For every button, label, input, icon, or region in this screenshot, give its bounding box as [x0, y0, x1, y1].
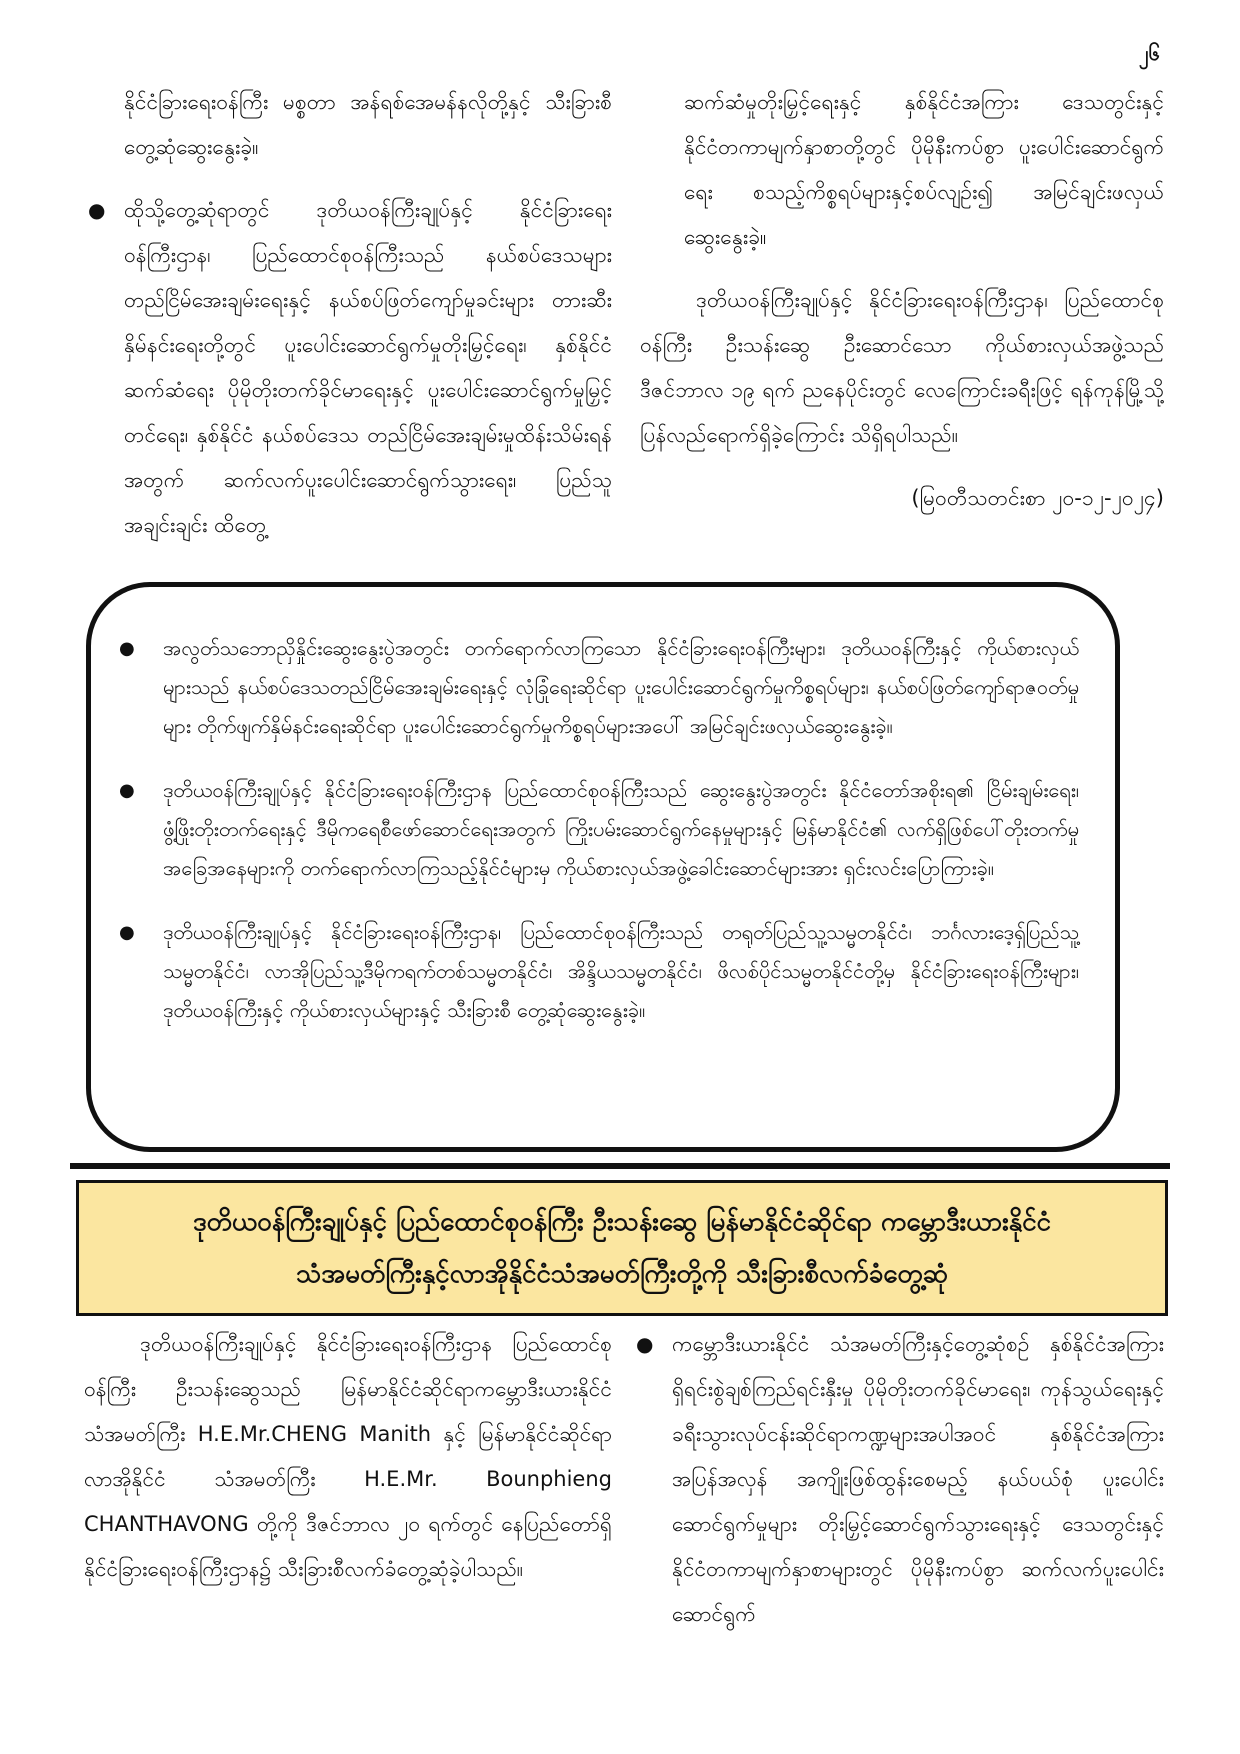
continuation-paragraph: ဆက်ဆံမှုတိုးမြှင့်ရေးနှင့် နှစ်နိုင်ငံအကြား ဒေသတွင်းနှင့် နိုင်ငံတကာမျက်နှာစာတို့တွင် ပိုမိုနီးကပ်စွာ ပူးပေါင်းဆောင်ရွက်ရေး စသည့်ကိစ္စရပ်များနှင့်စပ်လျဉ်း၍ အမြင်ချင်းဖလှယ် ဆွေးနွေးခဲ့။ [684, 90, 1164, 249]
bullet-icon: ● [636, 1332, 654, 1356]
bullet-text: ထိုသို့တွေ့ဆုံရာတွင် ဒုတိယဝန်ကြီးချုပ်နှင့် နိုင်ငံခြားရေးဝန်ကြီးဌာန၊ ပြည်ထောင်စုဝန်ကြီးသည် နယ်စပ်ဒေသများ တည်ငြိမ်အေးချမ်းရေးနှင့် နယ်စပ်ဖြတ်ကျော်မှုခင်းများ တားဆီးနှိမ်နင်းရေးတို့တွင် ပူးပေါင်းဆောင်ရွက်မှုတိုးမြှင့်ရေး၊ နှစ်နိုင်ငံဆက်ဆံရေး ပိုမိုတိုးတက်ခိုင်မာရေးနှင့် ပူးပေါင်းဆောင်ရွက်မှုမြှင့်တင်ရေး၊ နှစ်နိုင်ငံ နယ်စပ်ဒေသ တည်ငြိမ်အေးချမ်းမှုထိန်းသိမ်းရန်အတွက် ဆက်လက်ပူးပေါင်းဆောင်ရွက်သွားရေး၊ ပြည်သူအချင်းချင်း ထိတွေ့ [124, 198, 612, 537]
top-left-column [88, 80, 612, 566]
highlight-text: ဒုတိယဝန်ကြီးချုပ်နှင့် နိုင်ငံခြားရေးဝန်ကြီးဌာန ပြည်ထောင်စုဝန်ကြီးသည် ဆွေးနွေးပွဲအတွင်း နိုင်ငံတော်အစိုးရ၏ ငြိမ်းချမ်းရေး၊ ဖွံ့ဖြိုးတိုးတက်ရေးနှင့် ဒီမိုကရေစီဖော်ဆောင်ရေးအတွက် ကြိုးပမ်းဆောင်ရွက်နေမှုများနှင့် မြန်မာနိုင်ငံ၏ လက်ရှိဖြစ်ပေါ်တိုးတက်မှုအခြေအနေများကို တက်ရောက်လာကြသည့်နိုင်ငံများမှ ကိုယ်စားလှယ်အဖွဲ့ခေါင်းဆောင်များအား ရှင်းလင်းပြောကြားခဲ့။ [163, 778, 1079, 880]
section-divider [70, 1163, 1170, 1169]
highlight-text: ဒုတိယဝန်ကြီးချုပ်နှင့် နိုင်ငံခြားရေးဝန်ကြီးဌာန၊ ပြည်ထောင်စုဝန်ကြီးသည် တရုတ်ပြည်သူ့သမ္မတနိုင်ငံ၊ ဘင်္ဂလားဒေ့ရှ်ပြည်သူ့သမ္မတနိုင်ငံ၊ လာအိုပြည်သူ့ဒီမိုကရက်တစ်သမ္မတနိုင်ငံ၊ အိန္ဒိယသမ္မတနိုင်ငံ၊ ဖိလစ်ပိုင်သမ္မတနိုင်ငံတို့မှ နိုင်ငံခြားရေးဝန်ကြီးများ၊ ဒုတိယဝန်ကြီးနှင့် ကိုယ်စားလှယ်များနှင့် သီးခြားစီ တွေ့ဆုံဆွေးနွေးခဲ့။ [163, 920, 1079, 1022]
bullet-item [636, 1322, 1164, 1637]
headline-line-1: ဒုတိယဝန်ကြီးချုပ်နှင့် ပြည်ထောင်စုဝန်ကြီး ဦးသန်းဆွေ မြန်မာနိုင်ငံဆိုင်ရာ ကမ္ဘောဒီးယားနိုင်ငံ [193, 1207, 1051, 1237]
headline-box [76, 1180, 1168, 1316]
bullet-icon: ● [119, 638, 135, 659]
headline-line-2: သံအမတ်ကြီးနှင့်လာအိုနိုင်ငံသံအမတ်ကြီးတို့ကို သီးခြားစီလက်ခံတွေ့ဆုံ [296, 1259, 948, 1289]
bottom-right-column [636, 1322, 1164, 1655]
highlight-list [119, 629, 1079, 1055]
bullet-icon: ● [119, 922, 135, 943]
continuation-paragraph: နိုင်ငံခြားရေးဝန်ကြီး မစ္စတာ အန်ရစ်အေမန်နလိုတို့နှင့် သီးခြားစီ တွေ့ဆုံဆွေးနွေးခဲ့။ [124, 90, 612, 159]
headline [163, 1196, 1081, 1300]
highlight-item [119, 771, 1079, 888]
bullet-item [88, 188, 612, 548]
highlight-item [119, 629, 1079, 746]
bullet-icon: ● [88, 198, 106, 222]
page-number: ၂၆ [1138, 41, 1160, 65]
bullet-text: ကမ္ဘောဒီးယားနိုင်ငံ သံအမတ်ကြီးနှင့်တွေ့ဆုံစဉ် နှစ်နိုင်ငံအကြား ရှိရင်းစွဲချစ်ကြည်ရင်းနှီးမှု ပိုမိုတိုးတက်ခိုင်မာရေး၊ ကုန်သွယ်ရေးနှင့် ခရီးသွားလုပ်ငန်းဆိုင်ရာကဏ္ဍများအပါအဝင် နှစ်နိုင်ငံအကြား အပြန်အလှန် အကျိုးဖြစ်ထွန်းစေမည့် နယ်ပယ်စုံ ပူးပေါင်းဆောင်ရွက်မှုများ တိုးမြှင့်ဆောင်ရွက်သွားရေးနှင့် ဒေသတွင်းနှင့် နိုင်ငံတကာမျက်နှာစာများတွင် ပိုမိုနီးကပ်စွာ ဆက်လက်ပူးပေါင်းဆောင်ရွက် [672, 1332, 1164, 1626]
body-paragraph: ဒုတိယဝန်ကြီးချုပ်နှင့် နိုင်ငံခြားရေးဝန်ကြီးဌာန ပြည်ထောင်စုဝန်ကြီး ဦးသန်းဆွေသည် မြန်မာနိုင်ငံဆိုင်ရာကမ္ဘောဒီးယားနိုင်ငံ သံအမတ်ကြီး H.E.Mr.CHENG Manith နှင့် မြန်မာနိုင်ငံဆိုင်ရာလာအိုနိုင်ငံ သံအမတ်ကြီး H.E.Mr. Bounphieng CHANTHAVONG တို့ကို ဒီဇင်ဘာလ ၂၀ ရက်တွင် နေပြည်တော်ရှိ နိုင်ငံခြားရေးဝန်ကြီးဌာန၌ သီးခြားစီလက်ခံတွေ့ဆုံခဲ့ပါသည်။ [84, 1332, 612, 1581]
highlight-box [86, 582, 1120, 1152]
bullet-icon: ● [119, 780, 135, 801]
highlight-text: အလွတ်သဘောညှိနှိုင်းဆွေးနွေးပွဲအတွင်း တက်ရောက်လာကြသော နိုင်ငံခြားရေးဝန်ကြီးများ၊ ဒုတိယဝန်ကြီးနှင့် ကိုယ်စားလှယ်များသည် နယ်စပ်ဒေသတည်ငြိမ်အေးချမ်းရေးနှင့် လုံခြုံရေးဆိုင်ရာ ပူးပေါင်းဆောင်ရွက်မှုကိစ္စရပ်များ၊ နယ်စပ်ဖြတ်ကျော်ရာဇဝတ်မှုများ တိုက်ဖျက်နှိမ်နင်းရေးဆိုင်ရာ ပူးပေါင်းဆောင်ရွက်မှုကိစ္စရပ်များအပေါ် အမြင်ချင်းဖလှယ်ဆွေးနွေးခဲ့။ [163, 636, 1079, 738]
highlight-item [119, 913, 1079, 1030]
body-paragraph: ဒုတိယဝန်ကြီးချုပ်နှင့် နိုင်ငံခြားရေးဝန်ကြီးဌာန၊ ပြည်ထောင်စုဝန်ကြီး ဦးသန်းဆွေ ဦးဆောင်သော ကိုယ်စားလှယ်အဖွဲ့သည် ဒီဇင်ဘာလ ၁၉ ရက် ညနေပိုင်းတွင် လေကြောင်းခရီးဖြင့် ရန်ကုန်မြို့သို့ ပြန်လည်ရောက်ရှိခဲ့ကြောင်း သိရှိရပါသည်။ [640, 288, 1164, 447]
top-right-column [640, 80, 1164, 521]
source-citation: (မြဝတီသတင်းစာ ၂၀-၁၂-၂၀၂၄) [911, 486, 1164, 510]
bottom-left-column [84, 1322, 612, 1610]
